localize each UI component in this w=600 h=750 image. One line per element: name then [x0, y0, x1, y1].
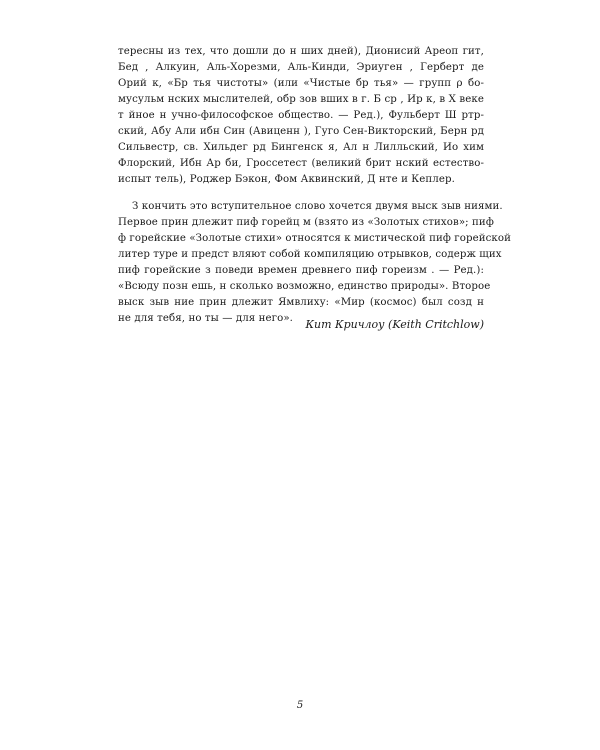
text-line: т йное н учно-философское общество. — Ρед.), Фульберт Ш ртр- [118, 110, 484, 121]
text-line: литер туре и предст вляют собой компиляцию отрывков, содерж щих [118, 249, 502, 260]
text-line: пиф горейские з поведи времен древнего пиф гореизм . — Ρед.): [118, 265, 484, 276]
text-line: ский, Абу Али ибн Син (Авиценн ), Гуго Сен-Викторский, Берн рд [118, 126, 484, 137]
text-line: Сильвестр, св. Хильдег рд Бингенск я, Ал н Лилльский, Ио хим [118, 142, 484, 153]
text-line: мусульм нских мыслителей, обр зов вших в г. Б ср , Ир к, в X веке [118, 94, 484, 105]
author-signature: Кит Кричлоу (Keith Critchlow) [305, 318, 484, 331]
text-line: З кончить это вступительное слово хочется двумя выск зыв ниями. [132, 201, 503, 212]
text-line: Орий к, «Бр тья чистоты» (или «Чистые бр тья» — групп ρ бо- [118, 78, 484, 89]
paragraph-names-list [118, 44, 484, 188]
text-line: «Всюду позн ешь, н сколько возможно, единство природы». Второе [118, 281, 491, 292]
text-line: Флорский, Ибн Ар би, Гроссетест (великий брит нский естество- [118, 158, 484, 169]
text-line: Первое прин длежит пиф горейц м (взято из «Золотых стихов»; пиф [118, 217, 494, 228]
paragraph-closing-quotes [118, 199, 512, 327]
text-line: тересны из тех, что дошли до н ших дней), Дионисий Ареоп гит, [118, 46, 484, 57]
text-line: выск зыв ние прин длежит Ямвлиху: «Мир (космос) был созд н [118, 297, 484, 308]
text-line: Бед , Алкуин, Аль-Хорезми, Аль-Кинди, Эриуген , Герберт де [118, 62, 484, 73]
page-number: 5 [296, 700, 304, 711]
text-line: ф горейские «Золотые стихи» относятся к мистической пиф горейской [118, 233, 512, 244]
text-line: испыт тель), Роджер Бэкон, Фом Аквинский, Д нте и Кеплер. [118, 174, 455, 185]
text-line: не для тебя, но ты — для него». [118, 313, 294, 324]
